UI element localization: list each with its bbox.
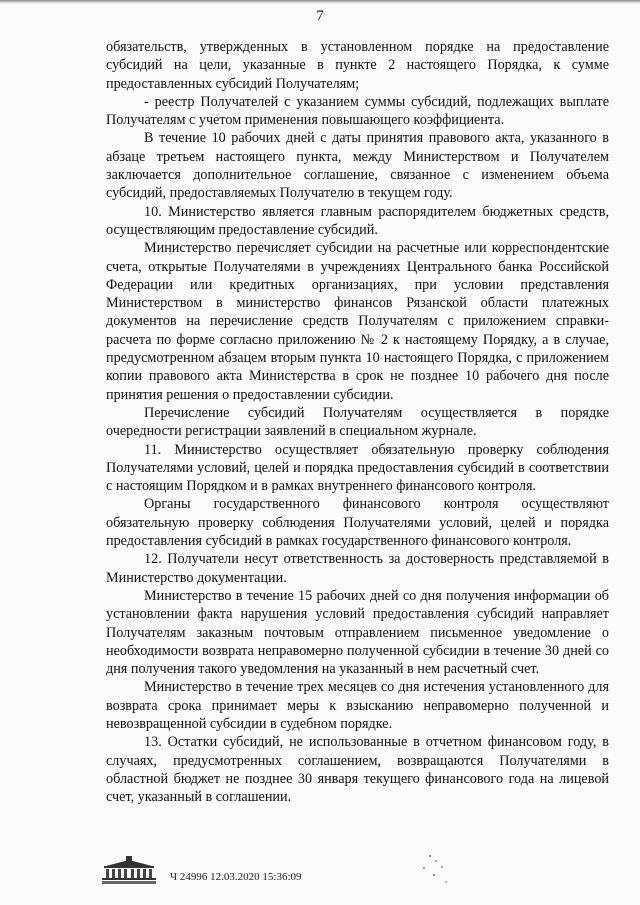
paragraph: 11. Министерство осуществляет обязательную проверку соблюдения Получателями условий, целей и порядка предоставления субсидий в соответствии с настоящим Порядком и в рамках внутреннего финансового контроля.	[106, 441, 609, 495]
page-footer	[98, 852, 618, 892]
scan-specks	[416, 852, 476, 892]
paragraph: Органы государственного финансового контроля осуществляют обязательную проверку соблюдения Получателями условий, целей и порядка предоставления субсидий в рамках государственного финансового контроля.	[106, 496, 609, 550]
paragraph: 13. Остатки субсидий, не использованные в отчетном финансовом году, в случаях, предусмотренных соглашением, возвращаются Получателями в областной бюджет не позднее 30 января текущего финансового года на лицевой счет, указанный в соглашении.	[106, 734, 609, 806]
registration-stamp: Ч 24996 12.03.2020 15:36:09	[170, 871, 302, 883]
paragraph: 10. Министерство является главным распорядителем бюджетных средств, осуществляющим предоставление субсидий.	[106, 203, 609, 238]
paragraph: Министерство перечисляет субсидии на расчетные или корреспондентские счета, открытые Получателями в учреждениях Центрального банка Российской Федерации или кредитных организациях, при условии представления Министерством в министерство финансов Рязанской области платежных документов на перечисление средств Получателям с приложением справки-расчета по форме согласно приложению № 2 к настоящему Порядку, а в случае, предусмотренном абзацем вторым пункта 10 настоящего Порядка, с приложением копии правового акта Министерства в срок не позднее 10 рабочего дня после принятия решения о предоставлении субсидии.	[106, 240, 609, 403]
document-body	[106, 38, 609, 806]
government-building-logo	[98, 854, 160, 886]
paragraph: Министерство в течение трех месяцев со дня истечения установленного для возврата срока принимает меры к взысканию неправомерно полученной и невозвращенной субсидии в судебном порядке.	[106, 679, 609, 732]
paragraph: Министерство в течение 15 рабочих дней со дня получения информации об установлении факта нарушения условий предоставления субсидий направляет Получателям заказным почтовым отправлением письменное уведомление о необходимости возврата неправомерно полученной субсидии в течение 30 дней со дня получения такого уведомления на указанный в нем расчетный счет.	[106, 587, 609, 678]
paragraph: В течение 10 рабочих дней с даты принятия правового акта, указанного в абзаце третьем настоящего пункта, между Министерством и Получателем заключается дополнительное соглашение, связанное с изменением объема субсидий, предоставляемых Получателю в текущем году.	[106, 130, 609, 202]
scan-top-edge	[0, 0, 640, 4]
paragraph: 12. Получатели несут ответственность за достоверность представляемой в Министерство документации.	[106, 551, 609, 586]
paragraph: - реестр Получателей с указанием суммы субсидий, подлежащих выплате Получателям с учетом применения повышающего коэффициента.	[106, 93, 609, 129]
paragraph: обязательств, утвержденных в установленном порядке на предоставление субсидий на цели, указанные в пункте 2 настоящего Порядка, к сумме предоставленных субсидий Получателям;	[106, 39, 609, 92]
paragraph: Перечисление субсидий Получателям осуществляется в порядке очередности регистрации заявлений в специальном журнале.	[106, 404, 609, 440]
page-number: 7	[316, 8, 324, 24]
